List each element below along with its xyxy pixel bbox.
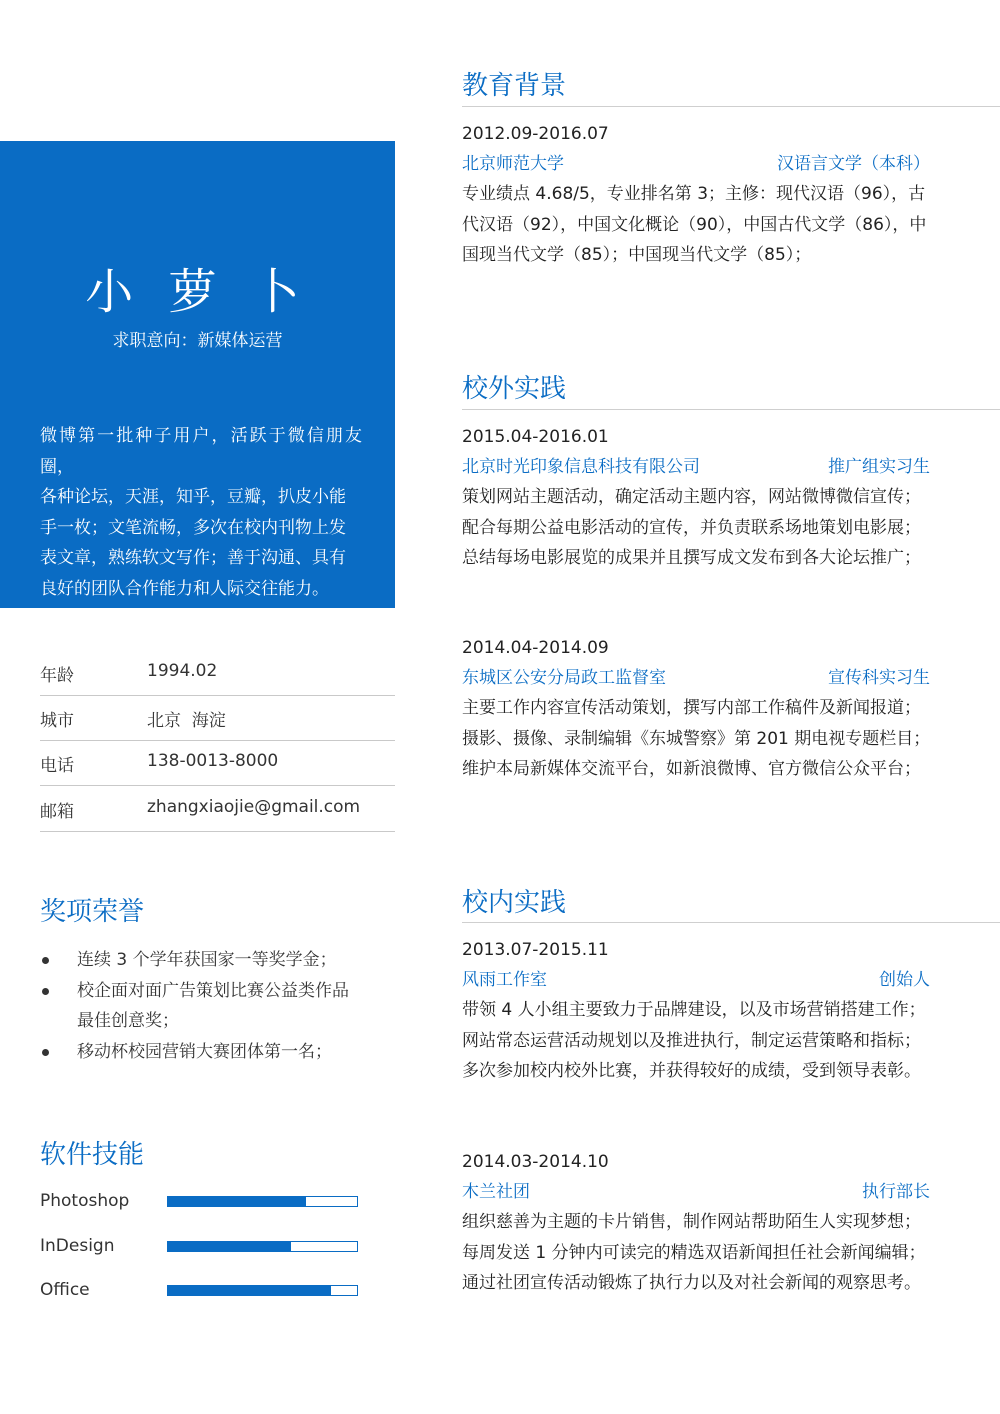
award-item — [40, 976, 380, 1037]
self-summary — [40, 421, 362, 604]
entry-role: 宣传科实习生 — [828, 668, 930, 688]
entry-line: 专业绩点 4.68/5，专业排名第 3；主修：现代汉语（96），古 — [462, 184, 926, 204]
entry-role: 推广组实习生 — [828, 457, 930, 477]
awards-title: 奖项荣誉 — [40, 897, 145, 927]
education-title: 教育背景 — [462, 71, 567, 101]
summary-line: 微博第一批种子用户，活跃于微信朋友圈， — [40, 426, 362, 477]
entry-role: 执行部长 — [862, 1182, 930, 1202]
entry-period: 2014.04-2014.09 — [462, 638, 609, 658]
entry-line: 多次参加校内校外比赛，并获得较好的成绩，受到领导表彰。 — [462, 1061, 921, 1081]
skill-name: Office — [40, 1280, 90, 1300]
info-label: 城市 — [40, 711, 74, 731]
bullet-icon — [42, 1049, 49, 1056]
skills-title: 软件技能 — [40, 1140, 145, 1170]
skill-bar — [167, 1285, 358, 1296]
entry-org: 木兰社团 — [462, 1182, 530, 1202]
entry-line: 通过社团宣传活动锻炼了执行力以及对社会新闻的观察思考。 — [462, 1273, 921, 1293]
entry-period: 2014.03-2014.10 — [462, 1152, 609, 1172]
job-objective: 求职意向：新媒体运营 — [112, 331, 283, 351]
external-title: 校外实践 — [462, 374, 567, 404]
entry-description — [462, 1207, 938, 1299]
section-divider — [462, 106, 1000, 107]
entry-period: 2013.07-2015.11 — [462, 940, 609, 960]
bullet-icon — [42, 957, 49, 964]
entry-line: 每周发送 1 分钟内可读完的精选双语新闻担任社会新闻编辑； — [462, 1242, 926, 1263]
skill-name: Photoshop — [40, 1191, 130, 1211]
award-text: 连续 3 个学年获国家一等奖学金； — [77, 950, 337, 970]
entry-line: 代汉语（92），中国文化概论（90），中国古代文学（86），中 — [462, 214, 927, 235]
entry-org: 风雨工作室 — [462, 970, 547, 990]
section-divider — [462, 409, 1000, 410]
entry-line: 主要工作内容宣传活动策划，撰写内部工作稿件及新闻报道； — [462, 698, 921, 718]
education-entry — [462, 119, 938, 271]
award-text: 校企面对面广告策划比赛公益类作品 — [77, 980, 349, 1001]
skill-bar-fill — [168, 1197, 306, 1206]
award-text: 移动杯校园营销大赛团体第一名； — [77, 1041, 332, 1062]
info-value: 138-0013-8000 — [147, 751, 279, 771]
entry-line: 网站常态运营活动规划以及推进执行，制定运营策略和指标； — [462, 1030, 921, 1051]
info-row-email — [40, 786, 395, 832]
entry-description — [462, 995, 938, 1087]
entry-org: 北京时光印象信息科技有限公司 — [462, 457, 700, 477]
info-label: 年龄 — [40, 666, 74, 686]
skill-bar-fill — [168, 1242, 291, 1251]
entry-header — [462, 663, 938, 693]
entry-header — [462, 1177, 938, 1207]
skill-bar — [167, 1196, 358, 1207]
entry-line: 维护本局新媒体交流平台，如新浪微博、官方微信公众平台； — [462, 759, 921, 779]
external-entry — [462, 422, 938, 574]
info-value: 1994.02 — [147, 661, 218, 681]
entry-line: 总结每场电影展览的成果并且撰写成文发布到各大论坛推广； — [462, 548, 921, 568]
section-divider — [462, 922, 1000, 923]
candidate-name: 小 萝 卜 — [85, 264, 310, 320]
info-value: zhangxiaojie@gmail.com — [147, 797, 361, 817]
entry-line: 摄影、摄像、录制编辑《东城警察》第 201 期电视专题栏目； — [462, 728, 931, 749]
summary-line: 良好的团队合作能力和人际交往能力。 — [40, 578, 329, 599]
skill-bar-fill — [168, 1286, 331, 1295]
summary-line: 各种论坛，天涯，知乎，豆瓣，扒皮小能 — [40, 487, 346, 507]
awards-list — [40, 945, 380, 1067]
entry-role: 创始人 — [879, 970, 930, 990]
entry-period: 2012.09-2016.07 — [462, 124, 609, 144]
skill-bar — [167, 1241, 358, 1252]
entry-line: 国现当代文学（85）；中国现当代文学（85）； — [462, 245, 812, 265]
summary-line: 表文章，熟练软文写作；善于沟通、具有 — [40, 548, 346, 568]
entry-description — [462, 693, 938, 785]
info-row-phone — [40, 740, 395, 786]
info-label: 邮箱 — [40, 802, 74, 822]
entry-line: 组织慈善为主题的卡片销售，制作网站帮助陌生人实现梦想； — [462, 1212, 921, 1232]
profile-card — [0, 141, 395, 608]
info-row-age — [40, 650, 395, 696]
entry-line: 策划网站主题活动，确定活动主题内容，网站微博微信宣传； — [462, 487, 921, 507]
skill-photoshop — [40, 1191, 370, 1215]
entry-header — [462, 965, 938, 995]
entry-header — [462, 149, 938, 179]
info-value: 北京 海淀 — [147, 711, 226, 731]
info-label: 电话 — [40, 756, 74, 776]
skill-name: InDesign — [40, 1236, 115, 1256]
info-row-city — [40, 695, 395, 741]
bullet-icon — [42, 988, 49, 995]
award-item — [40, 945, 380, 976]
entry-header — [462, 452, 938, 482]
campus-entry — [462, 935, 938, 1087]
skill-indesign — [40, 1236, 370, 1260]
award-text: 最佳创意奖； — [77, 1011, 179, 1031]
entry-line: 带领 4 人小组主要致力于品牌建设，以及市场营销搭建工作； — [462, 1000, 926, 1020]
campus-title: 校内实践 — [462, 888, 567, 918]
entry-role: 汉语言文学（本科） — [777, 154, 930, 174]
entry-description — [462, 482, 938, 574]
entry-org: 东城区公安分局政工监督室 — [462, 668, 666, 688]
entry-line: 配合每期公益电影活动的宣传，并负责联系场地策划电影展； — [462, 517, 921, 538]
external-entry — [462, 633, 938, 785]
skill-office — [40, 1280, 370, 1304]
entry-description — [462, 179, 938, 271]
entry-org: 北京师范大学 — [462, 154, 564, 174]
award-item — [40, 1037, 380, 1068]
entry-period: 2015.04-2016.01 — [462, 427, 609, 447]
campus-entry — [462, 1147, 938, 1299]
summary-line: 手一枚；文笔流畅，多次在校内刊物上发 — [40, 517, 346, 538]
